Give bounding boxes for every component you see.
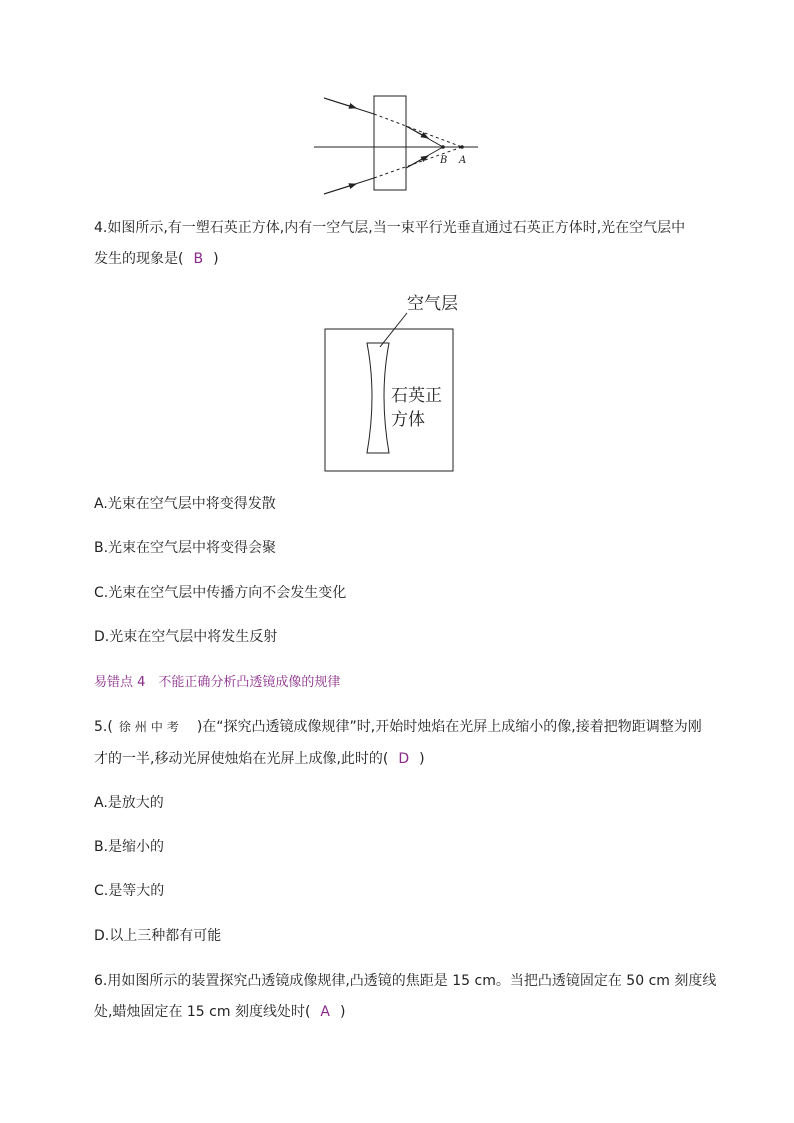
q5-text-line1 bbox=[94, 717, 702, 737]
q5-prefix: 5.( bbox=[94, 719, 113, 735]
q6-close-paren: ) bbox=[340, 1004, 346, 1020]
q4-close-paren: ) bbox=[213, 251, 219, 267]
q4-text-line2 bbox=[94, 249, 219, 269]
q5-source: 徐州中考 bbox=[118, 720, 183, 734]
q5-stem: )在“探究凸透镜成像规律”时,开始时烛焰在光屏上成缩小的像,接着把物距调整为刚 bbox=[196, 719, 702, 735]
label-air-layer: 空气层 bbox=[407, 294, 458, 314]
q5-option-a: A.是放大的 bbox=[94, 795, 164, 811]
q5-option-c: C.是等大的 bbox=[94, 883, 165, 899]
q6-answer: A bbox=[320, 1004, 330, 1020]
label-a: A bbox=[459, 155, 467, 166]
q4-option-d: D.光束在空气层中将发生反射 bbox=[94, 629, 278, 645]
q4-text-line1: 4.如图所示,有一塑石英正方体,内有一空气层,当一束平行光垂直通过石英正方体时,光在空气层中 bbox=[94, 220, 686, 236]
section-heading: 易错点 4 不能正确分析凸透镜成像的规律 bbox=[94, 675, 341, 690]
q5-close-paren: ) bbox=[419, 751, 425, 767]
label-quartz-line1: 石英正 bbox=[391, 386, 442, 406]
q4-stem-end: 发生的现象是( bbox=[94, 251, 184, 267]
q4-option-c: C.光束在空气层中传播方向不会发生变化 bbox=[94, 585, 347, 601]
point-b bbox=[441, 145, 445, 149]
point-a bbox=[460, 145, 464, 149]
label-b: B bbox=[440, 155, 448, 166]
q5-option-d: D.以上三种都有可能 bbox=[94, 928, 222, 944]
air-layer-pointer bbox=[380, 313, 407, 347]
q5-stem-end: 才的一半,移动光屏使烛焰在光屏上成像,此时的( bbox=[94, 751, 389, 767]
label-quartz-line2: 方体 bbox=[391, 410, 425, 430]
q6-stem-end: 处,蜡烛固定在 15 cm 刻度线处时( bbox=[94, 1004, 311, 1020]
dashed-ray-top bbox=[374, 114, 462, 147]
quartz-cube-diagram bbox=[315, 285, 465, 475]
q4-option-b: B.光束在空气层中将变得会聚 bbox=[94, 540, 277, 556]
q6-text-line1: 6.用如图所示的装置探究凸透镜成像规律,凸透镜的焦距是 15 cm。当把凸透镜固定在 50 cm 刻度线 bbox=[94, 973, 717, 989]
q4-answer: B bbox=[193, 251, 204, 267]
q5-answer: D bbox=[398, 751, 410, 767]
q5-option-b: B.是缩小的 bbox=[94, 839, 165, 855]
q5-text-line2 bbox=[94, 749, 425, 769]
dashed-ray-bottom bbox=[374, 147, 462, 178]
glass-block bbox=[374, 96, 406, 190]
glass-block-ray-diagram bbox=[300, 88, 500, 203]
q6-text-line2 bbox=[94, 1002, 345, 1022]
q4-option-a: A.光束在空气层中将变得发散 bbox=[94, 496, 276, 512]
air-layer bbox=[367, 343, 389, 453]
